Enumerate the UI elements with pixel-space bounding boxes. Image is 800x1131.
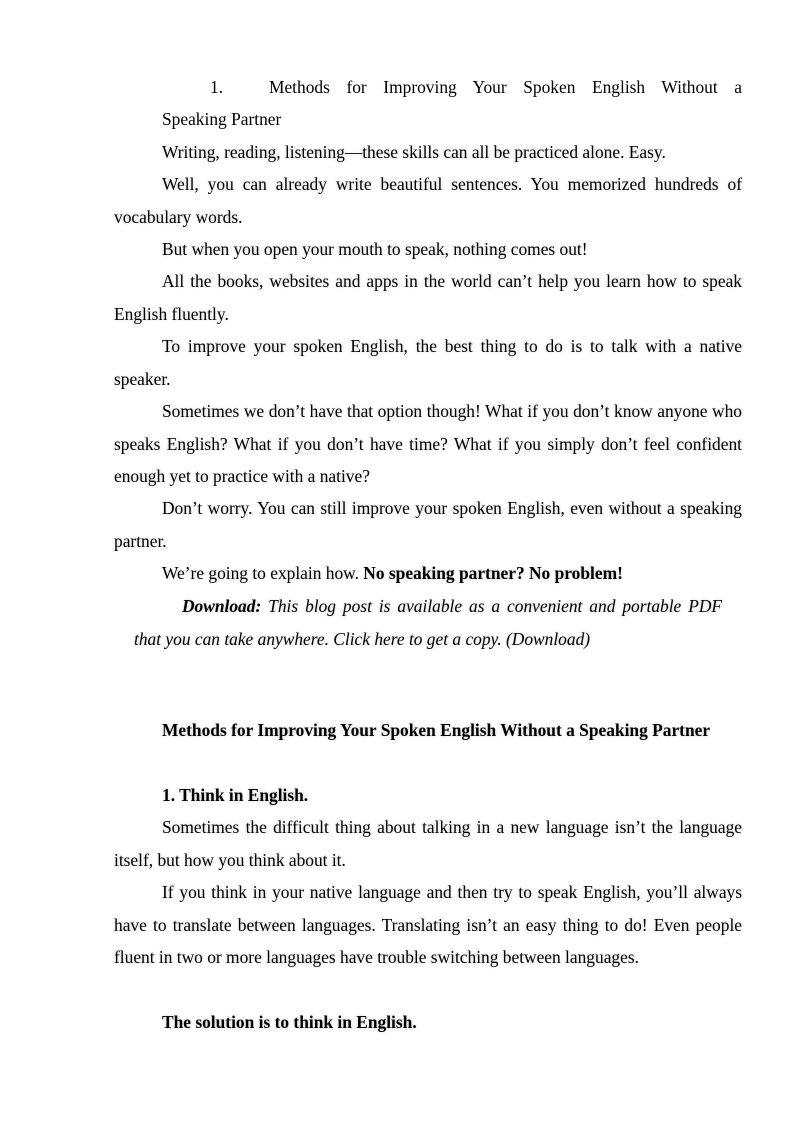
paragraph: Sometimes the difficult thing about talking in a new language isn’t the language itself, but how you think about it. <box>114 817 742 870</box>
paragraph: Well, you can already write beautiful sentences. You memorized hundreds of vocabulary words. <box>114 174 742 227</box>
solution-text: The solution is to think in English. <box>162 1012 417 1032</box>
subheading: 1. Think in English. <box>162 785 309 805</box>
paragraph: If you think in your native language and then try to speak English, you’ll always have to translate between languages. Translating isn’t an easy thing to do! Even people fluent in two or more languages have trouble switching between languages. <box>114 882 742 967</box>
explain-paragraph <box>114 557 742 590</box>
explain-text: We’re going to explain how. <box>162 563 364 583</box>
paragraph: Don’t worry. You can still improve your spoken English, even without a speaking partner. <box>114 498 742 551</box>
paragraph: All the books, websites and apps in the world can’t help you learn how to speak English fluently. <box>114 271 742 324</box>
download-note <box>134 590 722 655</box>
download-lead: Download: <box>182 596 262 616</box>
explain-bold: No speaking partner? No problem! <box>363 563 623 583</box>
paragraph: But when you open your mouth to speak, nothing comes out! <box>162 239 588 259</box>
download-text: This blog post is available as a convenient and portable PDF that you can take anywhere. Click here to get a copy. (Download) <box>134 596 722 649</box>
heading-title-line2: Speaking Partner <box>162 109 282 129</box>
paragraph: To improve your spoken English, the best thing to do is to talk with a native speaker. <box>114 336 742 389</box>
heading-number: 1. <box>210 77 224 97</box>
paragraph: Writing, reading, listening—these skills can all be practiced alone. Easy. <box>162 142 666 162</box>
heading-title-line1: Methods for Improving Your Spoken English Without a <box>269 77 742 97</box>
paragraph: Sometimes we don’t have that option though! What if you don’t know anyone who speaks English? What if you don’t have time? What if you simply don’t feel confident enough yet to practice with a native? <box>114 401 742 486</box>
section-heading: Methods for Improving Your Spoken English Without a Speaking Partner <box>162 720 711 740</box>
